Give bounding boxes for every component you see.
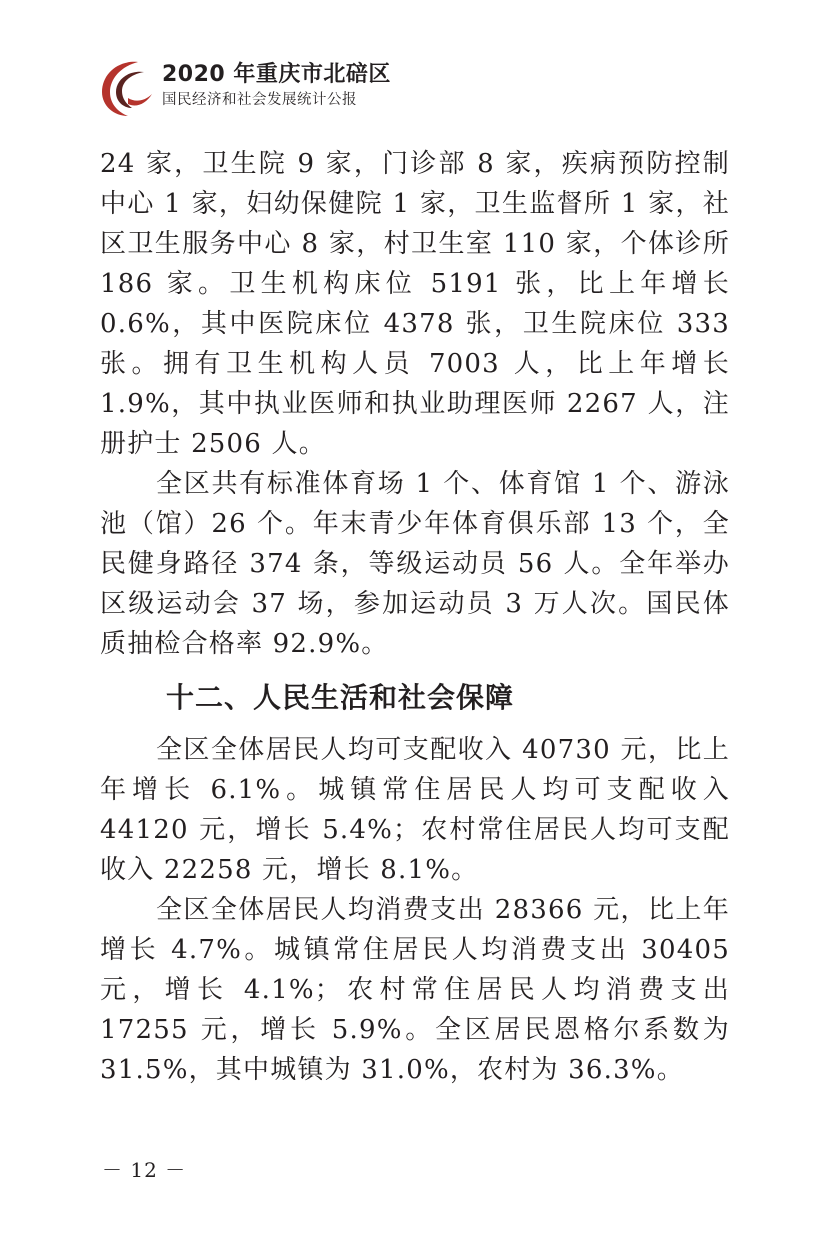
bulletin-logo-icon [98, 58, 162, 120]
page-header [98, 58, 518, 120]
page-content [100, 144, 730, 1090]
paragraph-disposable-income: 全区全体居民人均可支配收入 40730 元，比上年增长 6.1%。城镇常住居民人均可支配收入 44120 元，增长 5.4%；农村常住居民人均可支配收入 22258 元，增长 8.1%。 [100, 735, 730, 885]
header-subtitle: 国民经济和社会发展统计公报 [162, 92, 357, 108]
paragraph-sports-facilities: 全区共有标准体育场 1 个、体育馆 1 个、游泳池（馆）26 个。年末青少年体育俱乐部 13 个，全民健身路径 374 条，等级运动员 56 人。全年举办区级运动会 37 场，参加运动员 3 万人次。国民体质抽检合格率 92.9%。 [100, 469, 730, 659]
paragraph-consumption-expenditure: 全区全体居民人均消费支出 28366 元，比上年增长 4.7%。城镇常住居民人均消费支出 30405 元，增长 4.1%；农村常住居民人均消费支出 17255 元，增长 5.9%。全区居民恩格尔系数为 31.5%，其中城镇为 31.0%，农村为 36.3%。 [100, 895, 730, 1085]
page-number: － 12 － [102, 1158, 187, 1182]
paragraph-health-institutions: 24 家，卫生院 9 家，门诊部 8 家，疾病预防控制中心 1 家，妇幼保健院 1 家，卫生监督所 1 家，社区卫生服务中心 8 家，村卫生室 110 家，个体诊所 186 家。卫生机构床位 5191 张，比上年增长 0.6%，其中医院床位 4378 张，卫生院床位 333 张。拥有卫生机构人员 7003 人，比上年增长 1.9%，其中执业医师和执业助理医师 2267 人，注册护士 2506 人。 [100, 149, 730, 459]
section-heading: 十二、人民生活和社会保障 [166, 681, 515, 714]
header-title: 2020 年重庆市北碚区 [162, 62, 391, 87]
